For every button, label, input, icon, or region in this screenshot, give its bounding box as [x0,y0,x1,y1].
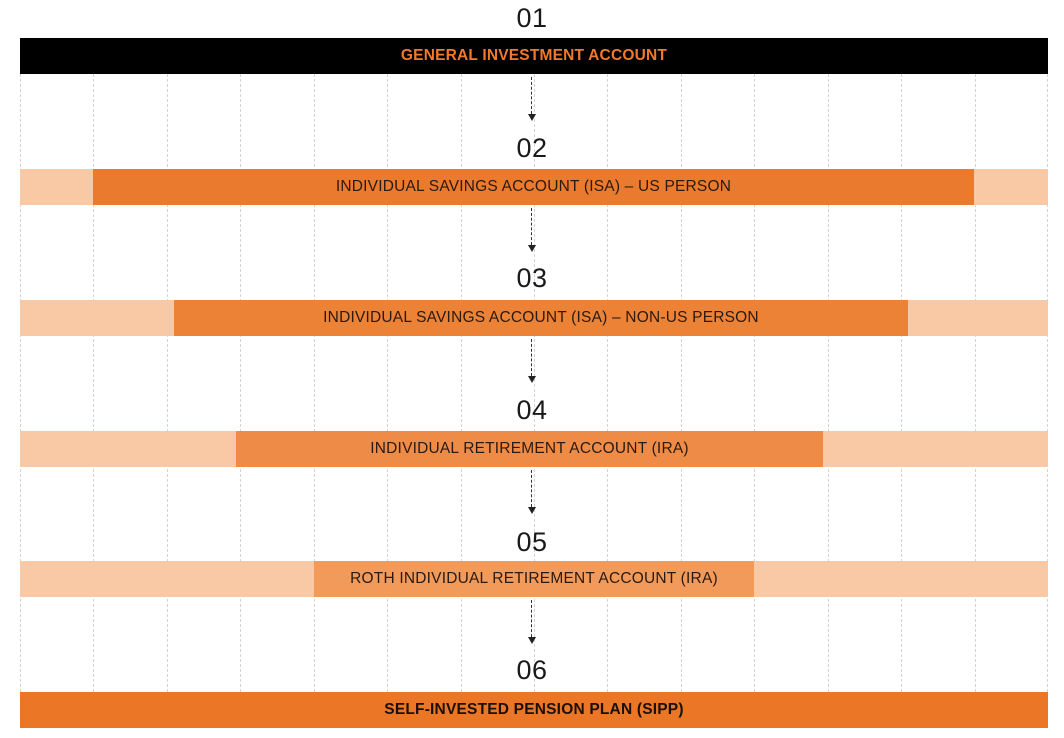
step-bar-ira: INDIVIDUAL RETIREMENT ACCOUNT (IRA) [236,431,823,467]
step-number-04: 04 [516,395,548,425]
grid-line [975,74,976,692]
bar-track-02 [20,169,1048,205]
grid-line [1047,74,1048,692]
grid-line [828,74,829,692]
bar-track-05 [20,561,1048,597]
bar-track-01 [20,38,1048,74]
grid-line [387,74,388,692]
step-bar-general-investment-account: GENERAL INVESTMENT ACCOUNT [20,38,1048,74]
step-bar-isa-non-us-person: INDIVIDUAL SAVINGS ACCOUNT (ISA) – NON-US PERSON [174,300,908,336]
step-number-06: 06 [516,655,548,685]
step-number-01: 01 [516,3,548,33]
step-number-03: 03 [516,263,548,293]
grid-line [20,74,21,692]
down-arrow-icon [531,208,533,252]
bar-track-03 [20,300,1048,336]
grid-line [93,74,94,692]
step-bar-sipp: SELF-INVESTED PENSION PLAN (SIPP) [20,692,1048,728]
down-arrow-icon [531,600,533,644]
down-arrow-icon [531,77,533,121]
step-bar-roth-ira: ROTH INDIVIDUAL RETIREMENT ACCOUNT (IRA) [314,561,754,597]
grid-line [461,74,462,692]
grid-line [534,74,535,692]
grid-line [240,74,241,692]
grid-line [681,74,682,692]
grid-line [901,74,902,692]
grid-line [167,74,168,692]
bar-track-06 [20,692,1048,728]
step-number-05: 05 [516,527,548,557]
grid-line [754,74,755,692]
step-number-02: 02 [516,133,548,163]
grid-line [607,74,608,692]
grid-line [314,74,315,692]
down-arrow-icon [531,470,533,514]
bar-track-04 [20,431,1048,467]
step-bar-isa-us-person: INDIVIDUAL SAVINGS ACCOUNT (ISA) – US PERSON [93,169,974,205]
down-arrow-icon [531,339,533,383]
